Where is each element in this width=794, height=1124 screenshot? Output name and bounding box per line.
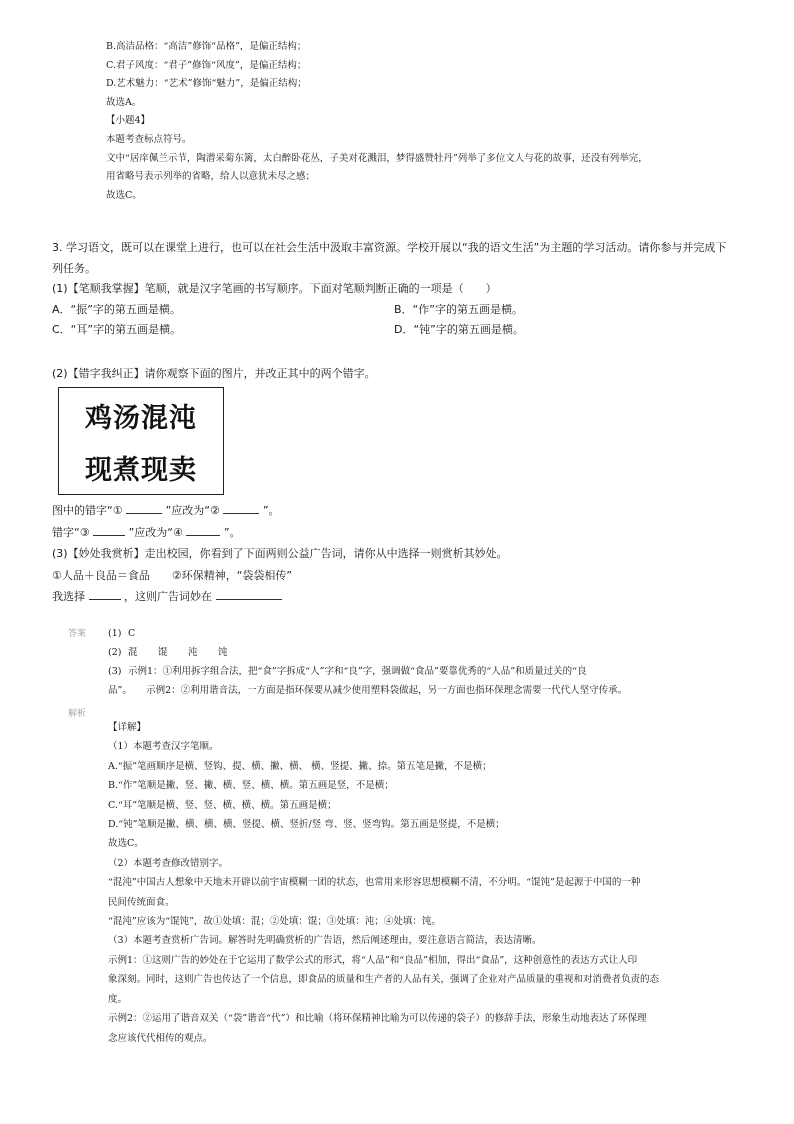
fill-in-section: [52, 500, 752, 608]
text-line: 故选C。: [106, 189, 142, 201]
fill-text: ”应改为“④: [128, 525, 183, 539]
fill-text: ，这则广告词妙在: [124, 590, 212, 603]
analysis-line: 故选C。: [108, 838, 144, 850]
text-line: 用省略号表示列举的省略，给人以意犹未尽之感；: [106, 171, 316, 183]
option-b[interactable]: B．“作”字的第五画是横。: [394, 302, 523, 316]
sign-line-2: 现煮现卖: [85, 455, 197, 486]
analysis-line: D.“钝”笔顺是撇、横、横、横、竖提、横、竖折/竖 弯、竖、竖弯钩。第五画是竖提，不是横；: [108, 819, 505, 831]
blank-2[interactable]: [223, 503, 259, 514]
analysis-line: “混沌”中国古人想象中天地未开辟以前宇宙模糊一团的状态，也常用来形容思想模糊不清，不分明。“馄饨”是起源于中国的一种: [108, 877, 641, 889]
blank-appreciation[interactable]: [216, 589, 282, 600]
analysis-line: B.“作”笔顺是撇、竖、撇、横、竖、横、横。第五画是竖，不是横；: [108, 780, 394, 792]
answer-3-cont: 品”。 示例2：②利用谐音法，一方面是指环保要从减少使用塑料袋做起，另一方面也指环保理念需要一代代人坚守传承。: [108, 685, 628, 696]
text-line: 【小题4】: [106, 115, 151, 127]
answer-number: (1): [108, 628, 122, 639]
sub-question-1: (1)【笔顺我掌握】笔顺，就是汉字笔画的书写顺序。下面对笔顺判断正确的一项是（ ）: [52, 282, 497, 295]
answer-char: 馄: [158, 647, 168, 658]
answer-value: C: [128, 628, 136, 639]
analysis-line: 示例1：①这则广告的妙处在于它运用了数学公式的形式，将“人品”和“良品”相加，得出“食品”，这种创意性的表达方式让人印: [108, 954, 638, 966]
sign-line-1: 鸡汤混沌: [85, 403, 197, 434]
answer-char: 饨: [218, 647, 228, 658]
shop-sign-image: [58, 387, 224, 495]
fill-text: 图中的错字“①: [52, 504, 123, 517]
answer-number: (2): [108, 647, 122, 658]
sub-question-3: (3)【妙处我赏析】走出校园，你看到了下面两则公益广告词，请你从中选择一则赏析其妙处。: [52, 547, 508, 560]
answer-number: (3): [108, 666, 122, 677]
text-line: B.高洁品格：“高洁”修饰“品格”，是偏正结构；: [106, 41, 307, 52]
options-row-2: [52, 320, 752, 341]
analysis-line: 象深刻。同时，这则广告也传达了一个信息，即食品的质量和生产者的人品有关，强调了企业对产品质量的重视和对消费者负责的态: [108, 974, 660, 986]
option-c[interactable]: C．“耳”字的第五画是横。: [52, 323, 182, 336]
sub-question-2: (2)【错字我纠正】请你观察下面的图片，并改正其中的两个错字。: [52, 367, 376, 380]
analysis-line: 民间传统面食。: [108, 896, 175, 908]
answer-3: [108, 662, 728, 681]
analysis-line: C.“耳”笔顺是横、竖、竖、横、横、横。第五画是横；: [108, 799, 337, 811]
question-stem-cont: 列任务。: [52, 261, 96, 275]
question-3: [52, 238, 752, 341]
answer-2: [108, 643, 728, 662]
analysis-line: 度。: [108, 993, 128, 1005]
options-row-1: [52, 300, 752, 321]
fill-text: ”应改为“②: [165, 504, 220, 517]
analysis-label: 解析: [68, 709, 87, 719]
fill-text: ”。: [223, 525, 241, 539]
text-line: C.君子风度：“君子”修饰“风度”，是偏正结构；: [106, 59, 307, 71]
analysis-line: （1）本题考查汉字笔顺。: [108, 741, 219, 753]
previous-answer-block: [106, 38, 746, 205]
question-stem: 3. 学习语文，既可以在课堂上进行，也可以在社会生活中汲取丰富资源。学校开展以“我的语文生活”为主题的学习活动。请你参与并完成下: [52, 241, 727, 254]
option-a[interactable]: A．“振”字的第五画是横。: [52, 302, 181, 316]
blank-1[interactable]: [126, 503, 162, 514]
answer-1: [108, 624, 728, 643]
text-line: 本题考查标点符号。: [106, 133, 192, 145]
answer-char: 沌: [188, 647, 198, 658]
analysis-line: 念应该代代相传的观点。: [108, 1032, 213, 1044]
text-line: D.艺术魅力：“艺术”修饰“魅力”，是偏正结构；: [106, 78, 307, 90]
blank-4[interactable]: [186, 525, 220, 536]
answer-label: 答案: [68, 629, 87, 639]
fill-line-1: [52, 500, 752, 522]
fill-text: 我选择: [52, 590, 85, 603]
answer-value: 示例1：①利用拆字组合法，把“食”字拆成“人”字和“良”字，强调做“食品”要靠优秀的“人品”和质量过关的“良: [128, 666, 587, 677]
answer-block: [108, 624, 728, 700]
ad-slogans: ①人品＋良品＝食品 ②环保精神，“袋袋相传”: [52, 568, 293, 582]
fill-line-2: [52, 522, 752, 544]
analysis-line: （2）本题考查修改错别字。: [108, 857, 229, 869]
text-line: 故选A。: [106, 96, 142, 108]
fill-text: 错字“③: [52, 525, 90, 539]
analysis-line: A.“振”笔画顺序是横、竖钩、提、横、撇、横、 横、竖提、撇、捺。第五笔是撇，不是横；: [108, 760, 492, 772]
option-d[interactable]: D．“钝”字的第五画是横。: [394, 323, 524, 336]
blank-3[interactable]: [93, 525, 125, 536]
analysis-line: （3）本题考查赏析广告词。解答时先明确赏析的广告语，然后阐述理由，要注意语言简洁，表达清晰。: [108, 935, 542, 947]
analysis-block: [108, 718, 728, 1048]
text-line: 文中“居庠佩兰示节，陶潜采菊东篱，太白醉卧花丛，子美对花溅泪，梦得盛赞牡丹”列举了多位文人与花的故事，还没有列举完，: [106, 152, 648, 164]
answer-char: 混: [128, 647, 138, 658]
blank-choice[interactable]: [89, 589, 121, 600]
analysis-line: “混沌”应该为“馄饨”，故①处填：混；②处填：馄；③处填：沌；④处填：饨。: [108, 916, 441, 928]
analysis-line: 示例2：②运用了谐音双关（“袋”谐音“代”）和比喻（将环保精神比喻为可以传递的袋子）的修辞手法，形象生动地表达了环保理: [108, 1013, 647, 1025]
choose-line: [52, 586, 752, 608]
analysis-line: 【详解】: [108, 722, 147, 733]
fill-text: ”。: [262, 504, 280, 517]
